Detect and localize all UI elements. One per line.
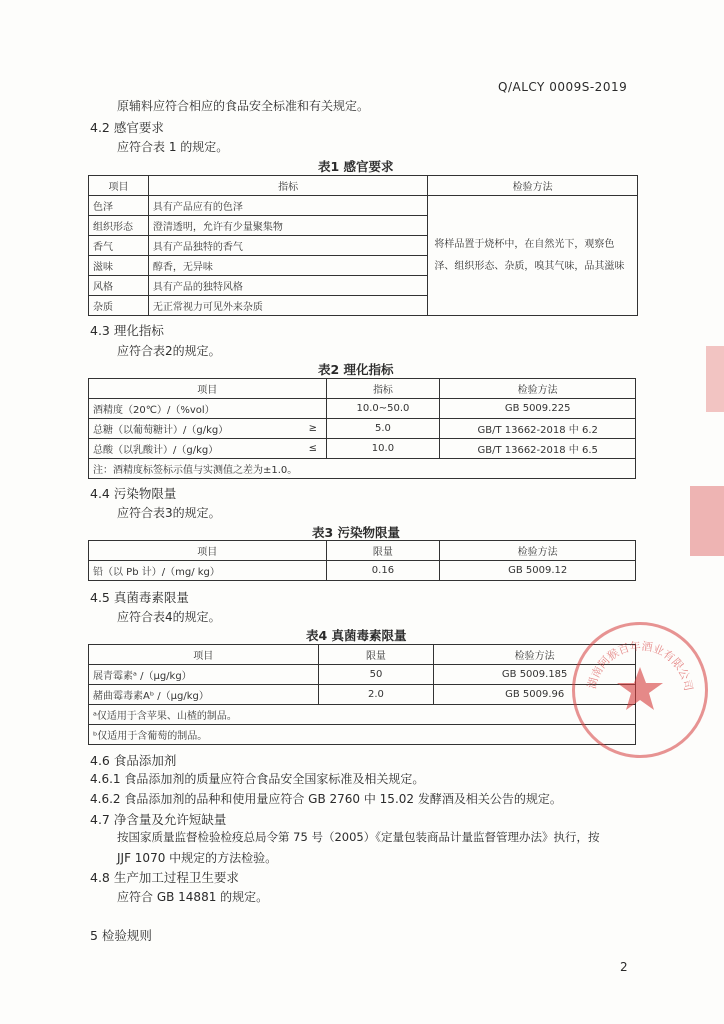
section-4-7-line2: JJF 1070 中规定的方法检验。 xyxy=(117,851,278,865)
table1-cell: 香气 xyxy=(89,236,149,256)
edge-red-mark xyxy=(706,346,724,412)
table1-cell: 澄清透明，允许有少量聚集物 xyxy=(148,216,427,236)
table2-cell: 酒精度（20℃）/（%vol） xyxy=(89,399,301,419)
section-4-6-2: 4.6.2 食品添加剂的品种和使用量应符合 GB 2760 中 15.02 发酵酒及相关公告的规定。 xyxy=(90,792,562,806)
company-seal xyxy=(572,622,708,758)
table4-cell: 赭曲霉毒素Aᵇ /（μg/kg） xyxy=(89,685,319,705)
table2-physicochemical xyxy=(88,378,636,479)
table1-header-index: 指标 xyxy=(148,176,427,196)
section-4-6-heading: 4.6 食品添加剂 xyxy=(90,753,177,768)
table2-cell: 5.0 xyxy=(326,419,440,439)
table-row xyxy=(89,665,636,685)
table-row xyxy=(89,561,636,581)
svg-text:湖南阿猴百年酒业有限公司: 湖南阿猴百年酒业有限公司 xyxy=(585,639,695,693)
section-4-2-heading: 4.2 感官要求 xyxy=(90,120,164,135)
table3-cell: 0.16 xyxy=(326,561,440,581)
table1-cell: 组织形态 xyxy=(89,216,149,236)
table4-mycotoxins xyxy=(88,644,636,745)
table4-footnote-b: ᵇ仅适用于含葡萄的制品。 xyxy=(89,725,636,745)
table1-method-cell: 将样品置于烧杯中，在自然光下，观察色泽、组织形态、杂质，嗅其气味，品其滋味 xyxy=(428,196,638,316)
table1-cell: 滋味 xyxy=(89,256,149,276)
table3-cell: 铅（以 Pb 计）/（mg/ kg） xyxy=(89,561,327,581)
table4-cell: GB 5009.96 xyxy=(434,685,636,705)
table4-header-method: 检验方法 xyxy=(434,645,636,665)
table1-cell: 具有产品独特的香气 xyxy=(148,236,427,256)
table3-caption: 表3 污染物限量 xyxy=(312,525,401,540)
table2-cell: GB/T 13662-2018 中 6.5 xyxy=(440,439,636,459)
table4-header-item: 项目 xyxy=(89,645,319,665)
table2-cell: 10.0~50.0 xyxy=(326,399,440,419)
table2-cell xyxy=(300,399,326,419)
section-4-3-text: 应符合表2的规定。 xyxy=(117,344,221,358)
table2-caption: 表2 理化指标 xyxy=(318,362,394,377)
seal-star-icon xyxy=(575,625,705,755)
table2-header-item: 项目 xyxy=(89,379,327,399)
table4-header-limit: 限量 xyxy=(318,645,434,665)
table2-note: 注：酒精度标签标示值与实测值之差为±1.0。 xyxy=(89,459,636,479)
table-row xyxy=(89,419,636,439)
table-row xyxy=(89,196,638,216)
table-row xyxy=(89,459,636,479)
section-4-8-text: 应符合 GB 14881 的规定。 xyxy=(117,890,269,904)
section-4-5-heading: 4.5 真菌毒素限量 xyxy=(90,590,189,605)
table1-cell: 无正常视力可见外来杂质 xyxy=(148,296,427,316)
section-4-5-text: 应符合表4的规定。 xyxy=(117,610,221,624)
table2-cell: 总酸（以乳酸计）/（g/kg） xyxy=(89,439,301,459)
table4-caption: 表4 真菌毒素限量 xyxy=(306,628,407,643)
table-row xyxy=(89,399,636,419)
section-4-7-heading: 4.7 净含量及允许短缺量 xyxy=(90,812,227,827)
table3-header-method: 检验方法 xyxy=(440,541,636,561)
table4-cell: 50 xyxy=(318,665,434,685)
table2-cell: GB 5009.225 xyxy=(440,399,636,419)
table-row xyxy=(89,725,636,745)
table1-header-item: 项目 xyxy=(89,176,149,196)
table3-header-limit: 限量 xyxy=(326,541,440,561)
table2-cell: 总糖（以葡萄糖计）/（g/kg） xyxy=(89,419,301,439)
table1-cell: 具有产品的独特风格 xyxy=(148,276,427,296)
table-row xyxy=(89,439,636,459)
table1-cell: 色泽 xyxy=(89,196,149,216)
edge-red-mark xyxy=(690,486,724,556)
table1-caption: 表1 感官要求 xyxy=(318,159,394,174)
intro-line: 原辅料应符合相应的食品安全标准和有关规定。 xyxy=(117,99,370,113)
section-4-7-line1: 按国家质量监督检验检疫总局令第 75 号（2005）《定量包装商品计量监督管理办法》执行，按 xyxy=(117,830,600,844)
table4-cell: 2.0 xyxy=(318,685,434,705)
table4-cell: 展青霉素ᵃ /（μg/kg） xyxy=(89,665,319,685)
table1-sensory xyxy=(88,175,638,316)
table1-header-method: 检验方法 xyxy=(428,176,638,196)
section-4-2-text: 应符合表 1 的规定。 xyxy=(117,140,229,154)
table2-cell: ≤ xyxy=(300,439,326,459)
table2-cell: ≥ xyxy=(300,419,326,439)
section-4-6-1: 4.6.1 食品添加剂的质量应符合食品安全国家标准及相关规定。 xyxy=(90,772,425,786)
table3-contaminants xyxy=(88,540,636,581)
table2-header-index: 指标 xyxy=(326,379,440,399)
table-row xyxy=(89,705,636,725)
table1-cell: 风格 xyxy=(89,276,149,296)
table1-cell: 具有产品应有的色泽 xyxy=(148,196,427,216)
table4-cell: GB 5009.185 xyxy=(434,665,636,685)
page-number: 2 xyxy=(620,960,628,974)
section-4-4-heading: 4.4 污染物限量 xyxy=(90,486,177,501)
table2-cell: GB/T 13662-2018 中 6.2 xyxy=(440,419,636,439)
document-code: Q/ALCY 0009S-2019 xyxy=(498,80,628,94)
table3-cell: GB 5009.12 xyxy=(440,561,636,581)
table2-cell: 10.0 xyxy=(326,439,440,459)
table3-header-item: 项目 xyxy=(89,541,327,561)
section-4-4-text: 应符合表3的规定。 xyxy=(117,506,221,520)
table4-footnote-a: ᵃ仅适用于含苹果、山楂的制品。 xyxy=(89,705,636,725)
table-row xyxy=(89,685,636,705)
table2-header-method: 检验方法 xyxy=(440,379,636,399)
section-4-3-heading: 4.3 理化指标 xyxy=(90,323,164,338)
section-4-8-heading: 4.8 生产加工过程卫生要求 xyxy=(90,870,239,885)
table1-cell: 杂质 xyxy=(89,296,149,316)
table1-cell: 醇香，无异味 xyxy=(148,256,427,276)
section-5-heading: 5 检验规则 xyxy=(90,928,152,943)
